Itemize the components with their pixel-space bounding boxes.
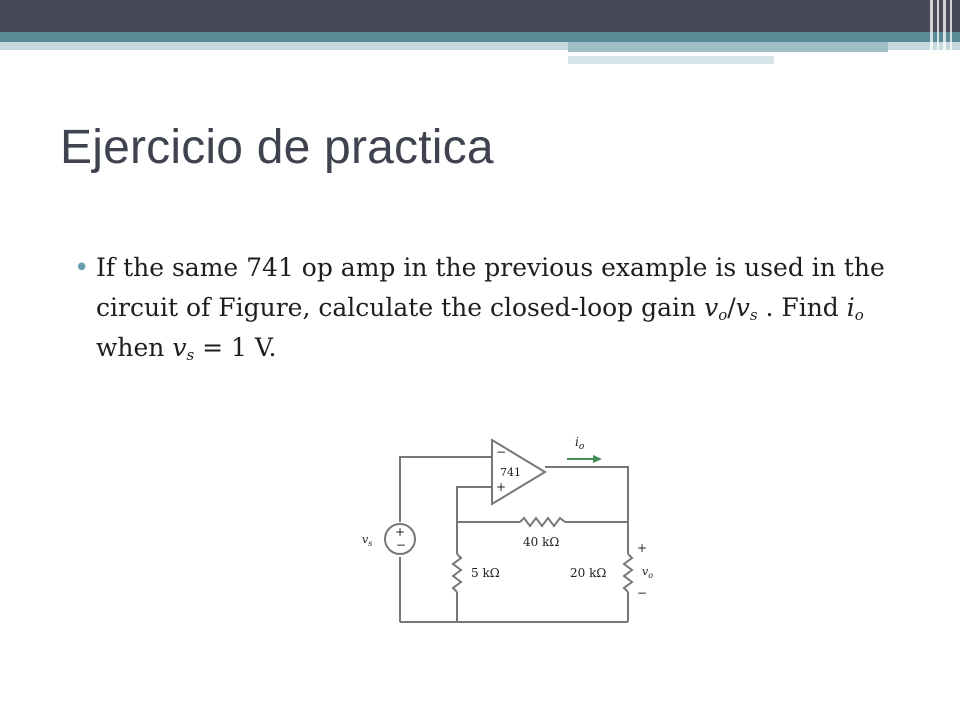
resistor-40k-label: 40 kΩ	[523, 535, 560, 549]
resistor-40k	[520, 518, 565, 549]
bullet-text-part: when	[96, 333, 173, 362]
bullet-text	[96, 248, 914, 368]
vo-plus-sign: +	[637, 541, 648, 555]
current-arrow-io	[567, 435, 602, 463]
var-i: i	[846, 293, 855, 322]
slash: /	[727, 293, 736, 322]
bullet-item	[74, 248, 914, 368]
resistor-5k	[453, 554, 500, 592]
opamp-label: 741	[500, 466, 521, 479]
bullet-text-part: If the same 741 op amp in the previous example is used in the circuit of Figure, calculate the closed-loop gain	[96, 253, 885, 322]
subscript-s: s	[186, 346, 195, 364]
voltage-source	[362, 524, 415, 554]
top-decorative-bar	[0, 0, 960, 64]
slide-title: Ejercicio de practica	[60, 121, 494, 174]
resistor-5k-label: 5 kΩ	[471, 566, 500, 580]
circuit-figure	[345, 422, 675, 632]
var-v: v	[704, 293, 719, 322]
current-label-i: $i_o$	[575, 435, 585, 452]
opamp-minus-sign: −	[496, 445, 507, 459]
op-amp	[492, 440, 545, 504]
bullet-list	[74, 248, 914, 368]
var-v: v	[172, 333, 187, 362]
bullet-text-part: . Find	[757, 293, 847, 322]
output-voltage-vo	[637, 541, 653, 600]
opamp-plus-sign: +	[496, 480, 507, 494]
vo-minus-sign: −	[637, 586, 648, 600]
source-plus-sign: +	[395, 525, 406, 539]
resistor-20k	[570, 554, 632, 592]
source-label-vs: $v_s$	[362, 533, 373, 548]
bullet-dot: •	[74, 253, 90, 283]
subscript-s: s	[749, 306, 758, 324]
resistor-20k-label: 20 kΩ	[570, 566, 607, 580]
subscript-o: o	[718, 306, 728, 324]
source-minus-sign: −	[396, 538, 407, 552]
var-v: v	[735, 293, 750, 322]
subscript-o: o	[854, 306, 864, 324]
bullet-text-part: = 1 V.	[194, 333, 277, 362]
vo-label: $v_o$	[642, 565, 654, 580]
